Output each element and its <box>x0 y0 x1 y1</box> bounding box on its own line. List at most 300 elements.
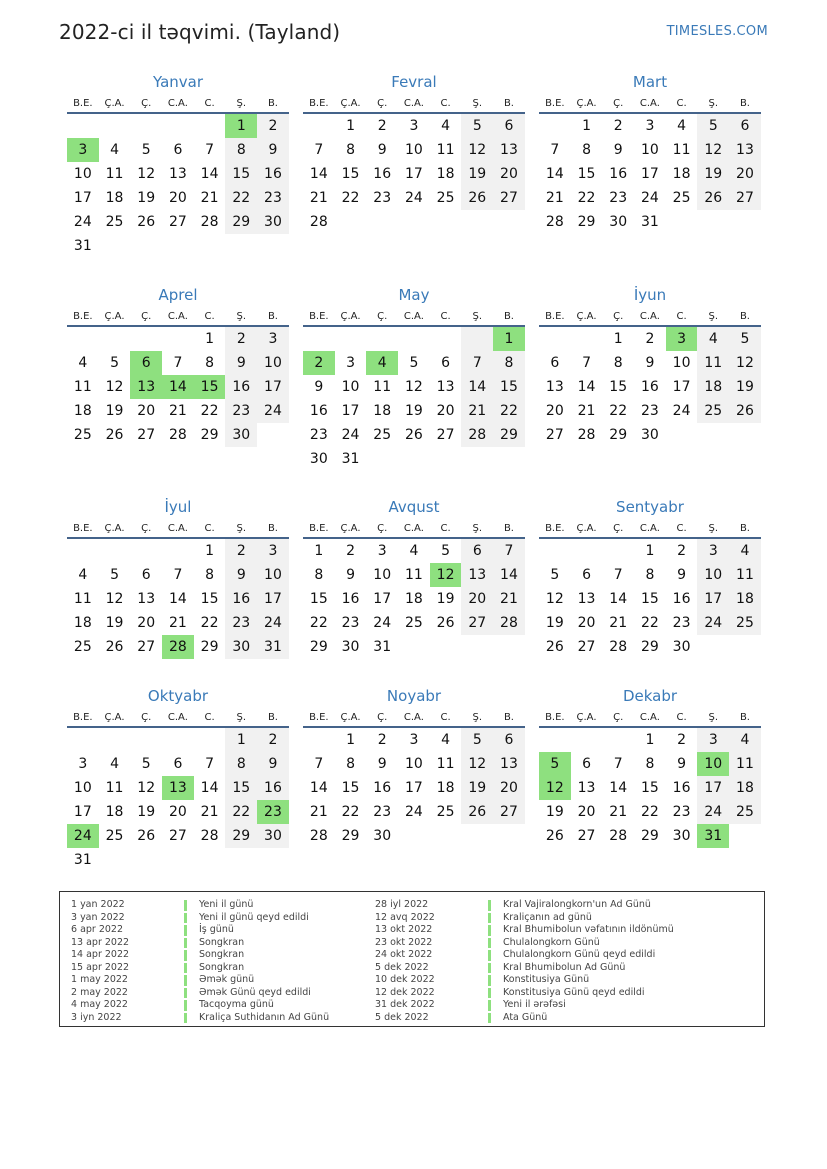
day-cell[interactable]: 3 <box>697 539 729 563</box>
day-cell[interactable]: 28 <box>577 427 596 443</box>
day-cell[interactable]: 22 <box>225 186 257 210</box>
day-cell[interactable]: 11 <box>697 351 729 375</box>
day-cell[interactable]: 4 <box>697 327 729 351</box>
day-cell[interactable]: 9 <box>225 563 257 587</box>
day-cell[interactable]: 19 <box>105 615 124 631</box>
day-cell[interactable]: 10 <box>672 355 691 371</box>
day-cell[interactable]: 7 <box>314 756 324 772</box>
day-cell[interactable]: 29 <box>577 214 596 230</box>
day-cell[interactable]: 7 <box>613 756 623 772</box>
day-cell[interactable]: 16 <box>225 375 257 399</box>
day-cell[interactable]: 2 <box>377 118 387 134</box>
day-cell[interactable]: 31 <box>373 639 392 655</box>
day-cell[interactable]: 18 <box>105 190 124 206</box>
day-cell[interactable]: 19 <box>105 403 124 419</box>
day-cell[interactable]: 13 <box>493 752 525 776</box>
holiday-day-cell[interactable]: 12 <box>430 563 462 587</box>
day-cell[interactable]: 16 <box>341 591 360 607</box>
day-cell[interactable]: 16 <box>225 587 257 611</box>
day-cell[interactable]: 10 <box>73 166 92 182</box>
day-cell[interactable]: 12 <box>404 379 423 395</box>
day-cell[interactable]: 14 <box>309 780 328 796</box>
day-cell[interactable]: 6 <box>493 728 525 752</box>
day-cell[interactable]: 26 <box>105 639 124 655</box>
day-cell[interactable]: 9 <box>377 756 387 772</box>
day-cell[interactable]: 8 <box>346 142 355 158</box>
day-cell[interactable]: 4 <box>729 539 761 563</box>
day-cell[interactable]: 17 <box>640 166 659 182</box>
day-cell[interactable]: 5 <box>110 355 119 371</box>
day-cell[interactable]: 22 <box>640 615 659 631</box>
day-cell[interactable]: 19 <box>545 804 564 820</box>
day-cell[interactable]: 28 <box>309 214 328 230</box>
day-cell[interactable]: 7 <box>550 142 560 158</box>
day-cell[interactable]: 10 <box>404 756 423 772</box>
day-cell[interactable]: 1 <box>225 728 257 752</box>
holiday-day-cell[interactable]: 28 <box>162 635 194 659</box>
day-cell[interactable]: 14 <box>461 375 493 399</box>
day-cell[interactable]: 10 <box>341 379 360 395</box>
day-cell[interactable]: 18 <box>73 615 92 631</box>
day-cell[interactable]: 6 <box>582 756 591 772</box>
day-cell[interactable]: 22 <box>225 800 257 824</box>
day-cell[interactable]: 17 <box>404 780 423 796</box>
day-cell[interactable]: 12 <box>461 138 493 162</box>
day-cell[interactable]: 13 <box>493 138 525 162</box>
day-cell[interactable]: 25 <box>73 639 92 655</box>
day-cell[interactable]: 23 <box>672 804 691 820</box>
day-cell[interactable]: 18 <box>73 403 92 419</box>
day-cell[interactable]: 2 <box>677 732 687 748</box>
day-cell[interactable]: 18 <box>373 403 392 419</box>
day-cell[interactable]: 29 <box>225 210 257 234</box>
day-cell[interactable]: 28 <box>545 214 564 230</box>
holiday-day-cell[interactable]: 4 <box>366 351 398 375</box>
day-cell[interactable]: 31 <box>73 852 92 868</box>
day-cell[interactable]: 25 <box>672 190 691 206</box>
day-cell[interactable]: 20 <box>493 776 525 800</box>
day-cell[interactable]: 30 <box>225 423 257 447</box>
day-cell[interactable]: 20 <box>137 615 156 631</box>
holiday-day-cell[interactable]: 24 <box>67 824 99 848</box>
day-cell[interactable]: 6 <box>141 567 151 583</box>
day-cell[interactable]: 18 <box>697 375 729 399</box>
day-cell[interactable]: 26 <box>545 828 564 844</box>
day-cell[interactable]: 23 <box>225 611 257 635</box>
day-cell[interactable]: 12 <box>137 166 156 182</box>
day-cell[interactable]: 17 <box>73 804 92 820</box>
day-cell[interactable]: 17 <box>672 379 691 395</box>
day-cell[interactable]: 6 <box>493 114 525 138</box>
day-cell[interactable]: 4 <box>729 728 761 752</box>
day-cell[interactable]: 1 <box>314 543 324 559</box>
day-cell[interactable]: 22 <box>200 615 219 631</box>
day-cell[interactable]: 29 <box>341 828 360 844</box>
day-cell[interactable]: 20 <box>168 804 187 820</box>
day-cell[interactable]: 15 <box>577 166 596 182</box>
day-cell[interactable]: 8 <box>314 567 324 583</box>
day-cell[interactable]: 6 <box>729 114 761 138</box>
day-cell[interactable]: 20 <box>577 804 596 820</box>
day-cell[interactable]: 10 <box>404 142 423 158</box>
day-cell[interactable]: 23 <box>309 427 328 443</box>
day-cell[interactable]: 6 <box>582 567 591 583</box>
day-cell[interactable]: 2 <box>377 732 387 748</box>
day-cell[interactable]: 18 <box>729 776 761 800</box>
holiday-day-cell[interactable]: 12 <box>539 776 571 800</box>
day-cell[interactable]: 10 <box>373 567 392 583</box>
day-cell[interactable]: 2 <box>613 118 623 134</box>
day-cell[interactable]: 25 <box>404 615 423 631</box>
day-cell[interactable]: 3 <box>78 756 88 772</box>
day-cell[interactable]: 16 <box>672 780 691 796</box>
day-cell[interactable]: 24 <box>257 399 289 423</box>
day-cell[interactable]: 4 <box>677 118 687 134</box>
day-cell[interactable]: 20 <box>545 403 564 419</box>
day-cell[interactable]: 1 <box>645 543 655 559</box>
day-cell[interactable]: 11 <box>73 591 92 607</box>
day-cell[interactable]: 27 <box>168 828 187 844</box>
day-cell[interactable]: 17 <box>257 587 289 611</box>
day-cell[interactable]: 24 <box>697 611 729 635</box>
day-cell[interactable]: 13 <box>137 591 156 607</box>
day-cell[interactable]: 25 <box>729 800 761 824</box>
day-cell[interactable]: 27 <box>577 828 596 844</box>
day-cell[interactable]: 3 <box>697 728 729 752</box>
day-cell[interactable]: 2 <box>346 543 355 559</box>
day-cell[interactable]: 26 <box>137 214 156 230</box>
day-cell[interactable]: 27 <box>577 639 596 655</box>
day-cell[interactable]: 30 <box>373 828 392 844</box>
day-cell[interactable]: 12 <box>729 351 761 375</box>
day-cell[interactable]: 16 <box>257 776 289 800</box>
day-cell[interactable]: 26 <box>461 800 493 824</box>
day-cell[interactable]: 28 <box>609 828 628 844</box>
day-cell[interactable]: 22 <box>577 190 596 206</box>
day-cell[interactable]: 26 <box>436 615 455 631</box>
day-cell[interactable]: 20 <box>137 403 156 419</box>
day-cell[interactable]: 27 <box>493 800 525 824</box>
day-cell[interactable]: 11 <box>436 142 455 158</box>
day-cell[interactable]: 3 <box>645 118 655 134</box>
day-cell[interactable]: 25 <box>73 427 92 443</box>
day-cell[interactable]: 5 <box>409 355 419 371</box>
day-cell[interactable]: 15 <box>609 379 628 395</box>
day-cell[interactable]: 24 <box>73 214 92 230</box>
day-cell[interactable]: 2 <box>225 327 257 351</box>
day-cell[interactable]: 4 <box>110 142 119 158</box>
day-cell[interactable]: 22 <box>640 804 659 820</box>
day-cell[interactable]: 8 <box>225 752 257 776</box>
holiday-day-cell[interactable]: 23 <box>257 800 289 824</box>
day-cell[interactable]: 7 <box>173 355 183 371</box>
day-cell[interactable]: 4 <box>441 732 451 748</box>
day-cell[interactable]: 22 <box>309 615 328 631</box>
day-cell[interactable]: 23 <box>257 186 289 210</box>
day-cell[interactable]: 7 <box>205 756 215 772</box>
day-cell[interactable]: 14 <box>200 166 219 182</box>
day-cell[interactable]: 18 <box>105 804 124 820</box>
day-cell[interactable]: 7 <box>582 355 591 371</box>
day-cell[interactable]: 16 <box>257 162 289 186</box>
day-cell[interactable]: 25 <box>436 804 455 820</box>
day-cell[interactable]: 26 <box>545 639 564 655</box>
day-cell[interactable]: 1 <box>613 331 623 347</box>
day-cell[interactable]: 20 <box>577 615 596 631</box>
day-cell[interactable]: 16 <box>309 403 328 419</box>
day-cell[interactable]: 30 <box>257 824 289 848</box>
holiday-day-cell[interactable]: 10 <box>697 752 729 776</box>
day-cell[interactable]: 29 <box>493 423 525 447</box>
day-cell[interactable]: 24 <box>341 427 360 443</box>
day-cell[interactable]: 15 <box>493 375 525 399</box>
holiday-day-cell[interactable]: 13 <box>162 776 194 800</box>
day-cell[interactable]: 20 <box>168 190 187 206</box>
day-cell[interactable]: 26 <box>105 427 124 443</box>
day-cell[interactable]: 16 <box>373 780 392 796</box>
day-cell[interactable]: 28 <box>461 423 493 447</box>
day-cell[interactable]: 14 <box>609 591 628 607</box>
day-cell[interactable]: 1 <box>346 118 355 134</box>
day-cell[interactable]: 24 <box>640 190 659 206</box>
day-cell[interactable]: 5 <box>441 543 451 559</box>
holiday-day-cell[interactable]: 1 <box>493 327 525 351</box>
day-cell[interactable]: 13 <box>577 780 596 796</box>
day-cell[interactable]: 27 <box>168 214 187 230</box>
day-cell[interactable]: 26 <box>697 186 729 210</box>
day-cell[interactable]: 12 <box>105 379 124 395</box>
day-cell[interactable]: 3 <box>257 539 289 563</box>
day-cell[interactable]: 30 <box>341 639 360 655</box>
day-cell[interactable]: 29 <box>609 427 628 443</box>
day-cell[interactable]: 5 <box>461 728 493 752</box>
day-cell[interactable]: 13 <box>729 138 761 162</box>
holiday-day-cell[interactable]: 1 <box>225 114 257 138</box>
day-cell[interactable]: 25 <box>729 611 761 635</box>
day-cell[interactable]: 22 <box>341 190 360 206</box>
day-cell[interactable]: 13 <box>436 379 455 395</box>
day-cell[interactable]: 31 <box>341 451 360 467</box>
day-cell[interactable]: 6 <box>441 355 451 371</box>
day-cell[interactable]: 14 <box>609 780 628 796</box>
day-cell[interactable]: 24 <box>404 190 423 206</box>
day-cell[interactable]: 23 <box>373 190 392 206</box>
day-cell[interactable]: 17 <box>404 166 423 182</box>
day-cell[interactable]: 17 <box>341 403 360 419</box>
day-cell[interactable]: 19 <box>436 591 455 607</box>
day-cell[interactable]: 7 <box>461 351 493 375</box>
day-cell[interactable]: 2 <box>257 114 289 138</box>
day-cell[interactable]: 6 <box>173 142 183 158</box>
day-cell[interactable]: 3 <box>409 118 419 134</box>
day-cell[interactable]: 8 <box>205 355 215 371</box>
day-cell[interactable]: 22 <box>493 399 525 423</box>
day-cell[interactable]: 26 <box>404 427 423 443</box>
day-cell[interactable]: 12 <box>461 752 493 776</box>
day-cell[interactable]: 9 <box>346 567 355 583</box>
day-cell[interactable]: 4 <box>78 567 88 583</box>
holiday-day-cell[interactable]: 15 <box>194 375 226 399</box>
day-cell[interactable]: 18 <box>404 591 423 607</box>
holiday-day-cell[interactable]: 13 <box>130 375 162 399</box>
day-cell[interactable]: 11 <box>404 567 423 583</box>
day-cell[interactable]: 13 <box>168 166 187 182</box>
day-cell[interactable]: 27 <box>461 611 493 635</box>
day-cell[interactable]: 24 <box>373 615 392 631</box>
day-cell[interactable]: 27 <box>729 186 761 210</box>
day-cell[interactable]: 17 <box>697 587 729 611</box>
day-cell[interactable]: 28 <box>168 427 187 443</box>
day-cell[interactable]: 14 <box>545 166 564 182</box>
day-cell[interactable]: 15 <box>640 780 659 796</box>
day-cell[interactable]: 10 <box>257 563 289 587</box>
day-cell[interactable]: 29 <box>200 639 219 655</box>
day-cell[interactable]: 25 <box>697 399 729 423</box>
holiday-day-cell[interactable]: 2 <box>303 351 335 375</box>
holiday-day-cell[interactable]: 14 <box>162 375 194 399</box>
day-cell[interactable]: 23 <box>609 190 628 206</box>
day-cell[interactable]: 8 <box>582 142 591 158</box>
day-cell[interactable]: 30 <box>640 427 659 443</box>
day-cell[interactable]: 2 <box>677 543 687 559</box>
day-cell[interactable]: 18 <box>436 166 455 182</box>
day-cell[interactable]: 7 <box>173 567 183 583</box>
day-cell[interactable]: 12 <box>105 591 124 607</box>
day-cell[interactable]: 31 <box>640 214 659 230</box>
day-cell[interactable]: 14 <box>493 563 525 587</box>
day-cell[interactable]: 16 <box>672 591 691 607</box>
day-cell[interactable]: 18 <box>672 166 691 182</box>
day-cell[interactable]: 31 <box>73 238 92 254</box>
day-cell[interactable]: 21 <box>168 615 187 631</box>
holiday-day-cell[interactable]: 6 <box>130 351 162 375</box>
day-cell[interactable]: 29 <box>640 639 659 655</box>
day-cell[interactable]: 8 <box>493 351 525 375</box>
day-cell[interactable]: 10 <box>697 563 729 587</box>
day-cell[interactable]: 28 <box>200 214 219 230</box>
day-cell[interactable]: 27 <box>436 427 455 443</box>
day-cell[interactable]: 20 <box>493 162 525 186</box>
day-cell[interactable]: 27 <box>137 427 156 443</box>
day-cell[interactable]: 27 <box>545 427 564 443</box>
day-cell[interactable]: 4 <box>441 118 451 134</box>
day-cell[interactable]: 21 <box>309 190 328 206</box>
day-cell[interactable]: 12 <box>545 591 564 607</box>
day-cell[interactable]: 1 <box>645 732 655 748</box>
holiday-day-cell[interactable]: 3 <box>666 327 698 351</box>
day-cell[interactable]: 16 <box>609 166 628 182</box>
day-cell[interactable]: 28 <box>309 828 328 844</box>
day-cell[interactable]: 24 <box>404 804 423 820</box>
day-cell[interactable]: 11 <box>373 379 392 395</box>
day-cell[interactable]: 30 <box>672 639 691 655</box>
day-cell[interactable]: 1 <box>582 118 591 134</box>
day-cell[interactable]: 24 <box>257 611 289 635</box>
day-cell[interactable]: 5 <box>141 756 151 772</box>
day-cell[interactable]: 1 <box>205 543 215 559</box>
day-cell[interactable]: 14 <box>309 166 328 182</box>
day-cell[interactable]: 15 <box>309 591 328 607</box>
day-cell[interactable]: 1 <box>346 732 355 748</box>
day-cell[interactable]: 26 <box>137 828 156 844</box>
day-cell[interactable]: 9 <box>645 355 655 371</box>
day-cell[interactable]: 25 <box>105 828 124 844</box>
brand-link[interactable]: TIMESLES.COM <box>666 24 768 39</box>
day-cell[interactable]: 15 <box>341 780 360 796</box>
day-cell[interactable]: 19 <box>545 615 564 631</box>
day-cell[interactable]: 11 <box>672 142 691 158</box>
day-cell[interactable]: 29 <box>640 828 659 844</box>
day-cell[interactable]: 22 <box>200 403 219 419</box>
day-cell[interactable]: 17 <box>697 776 729 800</box>
day-cell[interactable]: 27 <box>493 186 525 210</box>
day-cell[interactable]: 23 <box>341 615 360 631</box>
day-cell[interactable]: 15 <box>225 162 257 186</box>
day-cell[interactable]: 23 <box>373 804 392 820</box>
day-cell[interactable]: 23 <box>225 399 257 423</box>
day-cell[interactable]: 18 <box>436 780 455 796</box>
day-cell[interactable]: 21 <box>168 403 187 419</box>
day-cell[interactable]: 10 <box>640 142 659 158</box>
day-cell[interactable]: 21 <box>200 190 219 206</box>
day-cell[interactable]: 19 <box>137 804 156 820</box>
day-cell[interactable]: 21 <box>609 804 628 820</box>
day-cell[interactable]: 3 <box>377 543 387 559</box>
day-cell[interactable]: 19 <box>461 162 493 186</box>
day-cell[interactable]: 2 <box>225 539 257 563</box>
day-cell[interactable]: 24 <box>672 403 691 419</box>
day-cell[interactable]: 9 <box>314 379 324 395</box>
day-cell[interactable]: 4 <box>110 756 119 772</box>
day-cell[interactable]: 20 <box>729 162 761 186</box>
day-cell[interactable]: 7 <box>613 567 623 583</box>
day-cell[interactable]: 18 <box>729 587 761 611</box>
day-cell[interactable]: 21 <box>309 804 328 820</box>
day-cell[interactable]: 30 <box>257 210 289 234</box>
day-cell[interactable]: 13 <box>461 563 493 587</box>
day-cell[interactable]: 15 <box>200 591 219 607</box>
day-cell[interactable]: 30 <box>672 828 691 844</box>
day-cell[interactable]: 3 <box>257 327 289 351</box>
day-cell[interactable]: 21 <box>577 403 596 419</box>
day-cell[interactable]: 30 <box>309 451 328 467</box>
day-cell[interactable]: 23 <box>640 403 659 419</box>
day-cell[interactable]: 8 <box>225 138 257 162</box>
day-cell[interactable]: 25 <box>436 190 455 206</box>
day-cell[interactable]: 23 <box>672 615 691 631</box>
day-cell[interactable]: 7 <box>314 142 324 158</box>
day-cell[interactable]: 6 <box>173 756 183 772</box>
day-cell[interactable]: 6 <box>461 539 493 563</box>
day-cell[interactable]: 21 <box>609 615 628 631</box>
day-cell[interactable]: 29 <box>225 824 257 848</box>
day-cell[interactable]: 11 <box>436 756 455 772</box>
day-cell[interactable]: 26 <box>461 186 493 210</box>
day-cell[interactable]: 5 <box>697 114 729 138</box>
day-cell[interactable]: 8 <box>346 756 355 772</box>
day-cell[interactable]: 4 <box>78 355 88 371</box>
day-cell[interactable]: 14 <box>577 379 596 395</box>
day-cell[interactable]: 31 <box>257 635 289 659</box>
day-cell[interactable]: 8 <box>645 756 655 772</box>
day-cell[interactable]: 27 <box>137 639 156 655</box>
day-cell[interactable]: 11 <box>73 379 92 395</box>
day-cell[interactable]: 5 <box>141 142 151 158</box>
day-cell[interactable]: 21 <box>200 804 219 820</box>
day-cell[interactable]: 17 <box>73 190 92 206</box>
day-cell[interactable]: 28 <box>493 611 525 635</box>
day-cell[interactable]: 11 <box>105 166 124 182</box>
